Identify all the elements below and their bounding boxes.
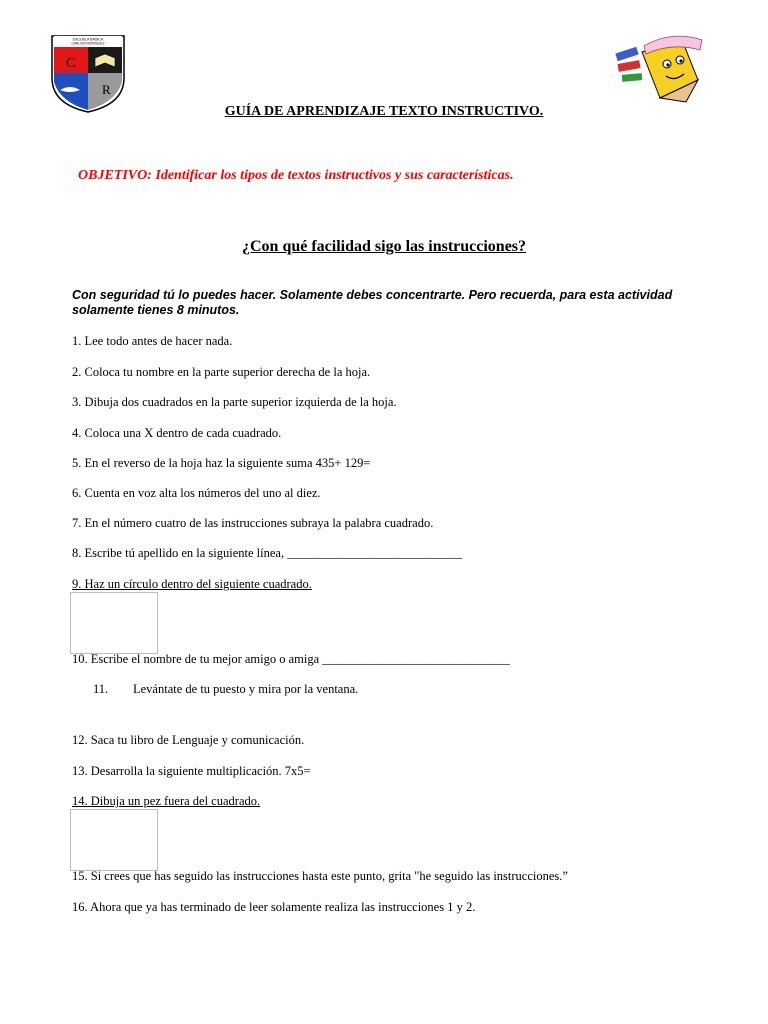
- page-title: GUÍA DE APRENDIZAJE TEXTO INSTRUCTIVO.: [224, 104, 544, 119]
- instruction-6: 6. Cuenta en voz alta los números del uno al diez.: [72, 486, 321, 500]
- instruction-2: 2. Coloca tu nombre en la parte superior derecha de la hoja.: [72, 365, 371, 379]
- instruction-15: 15. Si crees que has seguido las instrucciones hasta este punto, grita "he seguido las instrucciones.”: [72, 869, 568, 883]
- instruction-16: 16. Ahora que ya has terminado de leer solamente realiza las instrucciones 1 y 2.: [72, 900, 476, 914]
- instruction-13: 13. Desarrolla la siguiente multiplicación. 7x5=: [72, 764, 311, 778]
- intro-paragraph: Con seguridad tú lo puedes hacer. Solamente debes concentrarte. Pero recuerda, para esta actividad solamente tienes 8 minutos.: [72, 288, 673, 317]
- objective-text: OBJETIVO: Identificar los tipos de textos instructivos y sus características.: [78, 168, 514, 183]
- instruction-9: 9. Haz un círculo dentro del siguiente cuadrado.: [72, 577, 312, 591]
- logo-letter-c: C: [66, 56, 76, 71]
- instruction-12: 12. Saca tu libro de Lenguaje y comunicación.: [72, 733, 305, 747]
- section-subtitle: ¿Con qué facilidad sigo las instrucciones?: [241, 238, 527, 255]
- logo-school-line-1: ESCUELA BÁSICA: [72, 37, 104, 42]
- instruction-10: 10. Escribe el nombre de tu mejor amigo o amiga ______________________________: [72, 652, 510, 666]
- logo-school-line-2: CARLOS RODRÍGUEZ: [71, 41, 105, 46]
- drawing-box-1[interactable]: [70, 592, 158, 654]
- drawing-box-2[interactable]: [70, 809, 158, 871]
- instruction-11-number: 11.: [93, 682, 109, 696]
- instruction-5: 5. En el reverso de la hoja haz la siguiente suma 435+ 129=: [72, 456, 371, 470]
- logo-letter-r: R: [102, 82, 111, 97]
- pencil-mascot-icon: [612, 32, 710, 104]
- instruction-8: 8. Escribe tú apellido en la siguiente línea, ____________________________: [72, 546, 463, 560]
- instruction-11: [93, 682, 358, 697]
- instruction-7: 7. En el número cuatro de las instrucciones subraya la palabra cuadrado.: [72, 516, 434, 530]
- instruction-14: 14. Dibuja un pez fuera del cuadrado.: [72, 794, 261, 808]
- instruction-3: 3. Dibuja dos cuadrados en la parte superior izquierda de la hoja.: [72, 395, 397, 409]
- instruction-1: 1. Lee todo antes de hacer nada.: [72, 334, 233, 348]
- instruction-11-text: Levántate de tu puesto y mira por la ventana.: [133, 682, 359, 696]
- instruction-4: 4. Coloca una X dentro de cada cuadrado.: [72, 426, 282, 440]
- school-logo: [50, 32, 126, 114]
